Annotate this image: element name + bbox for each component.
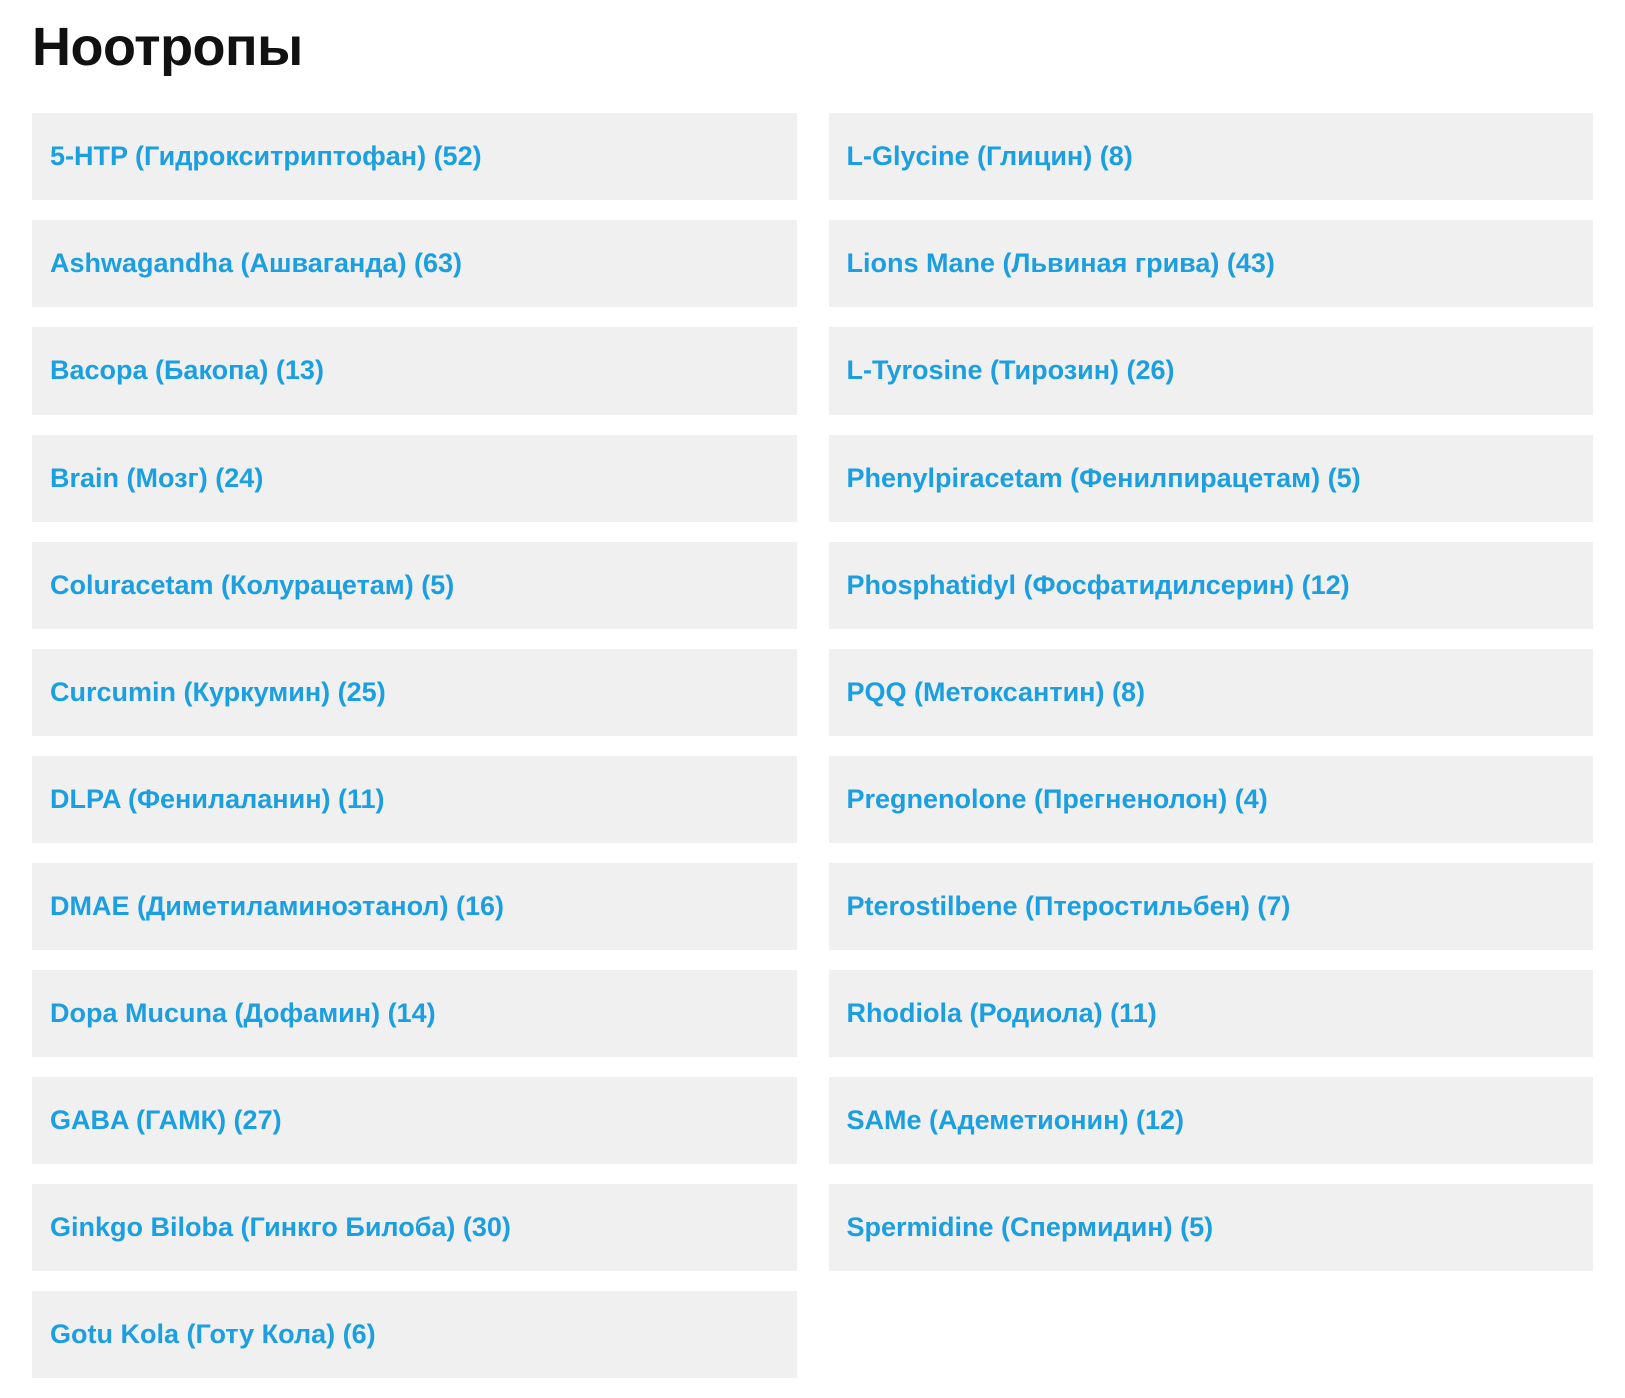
list-item[interactable]: [32, 756, 797, 843]
list-item[interactable]: [32, 1077, 797, 1164]
list-item[interactable]: [829, 863, 1594, 950]
page-title: Ноотропы: [32, 17, 303, 77]
list-item[interactable]: [32, 970, 797, 1057]
category-link[interactable]: Bacopa (Бакопа) (13): [50, 355, 324, 386]
category-link[interactable]: Phenylpiracetam (Фенилпирацетам) (5): [846, 462, 1361, 493]
list-item[interactable]: [32, 1184, 797, 1271]
list-item[interactable]: [829, 756, 1594, 843]
category-column-right: [829, 113, 1594, 1291]
category-link[interactable]: Rhodiola (Родиола) (11): [846, 997, 1157, 1028]
list-item[interactable]: [32, 1291, 797, 1378]
category-link[interactable]: Brain (Мозг) (24): [50, 462, 264, 493]
list-item[interactable]: [32, 220, 797, 307]
list-item[interactable]: [829, 1077, 1594, 1164]
list-item[interactable]: [829, 113, 1594, 200]
category-link[interactable]: 5-HTP (Гидрокситриптофан) (52): [50, 141, 482, 172]
category-column-left: [32, 113, 797, 1398]
list-item[interactable]: [32, 542, 797, 629]
category-link[interactable]: Dopa Mucuna (Дофамин) (14): [50, 997, 436, 1028]
list-item[interactable]: [829, 1184, 1594, 1271]
category-link[interactable]: L-Glycine (Глицин) (8): [846, 141, 1133, 172]
category-link[interactable]: GABA (ГАМК) (27): [50, 1104, 282, 1135]
category-link[interactable]: Pterostilbene (Птеростильбен) (7): [846, 890, 1291, 921]
category-link[interactable]: Lions Mane (Львиная грива) (43): [846, 248, 1275, 279]
category-columns: [32, 113, 1593, 1398]
category-link[interactable]: Gotu Kola (Готу Кола) (6): [50, 1318, 376, 1349]
category-link[interactable]: DLPA (Фенилаланин) (11): [50, 783, 385, 814]
category-link[interactable]: SAMe (Адеметионин) (12): [846, 1104, 1184, 1135]
category-link[interactable]: Coluracetam (Колурацетам) (5): [50, 569, 455, 600]
list-item[interactable]: [829, 970, 1594, 1057]
list-item[interactable]: [32, 113, 797, 200]
category-link[interactable]: Ashwagandha (Ашваганда) (63): [50, 248, 463, 279]
list-item[interactable]: [32, 327, 797, 414]
list-item[interactable]: [32, 863, 797, 950]
category-link[interactable]: Spermidine (Спермидин) (5): [846, 1211, 1214, 1242]
category-link[interactable]: Phosphatidyl (Фосфатидилсерин) (12): [846, 569, 1350, 600]
list-item[interactable]: [829, 435, 1594, 522]
list-item[interactable]: [829, 327, 1594, 414]
category-link[interactable]: Pregnenolone (Прегненолон) (4): [846, 783, 1268, 814]
category-link[interactable]: DMAE (Диметиламиноэтанол) (16): [50, 890, 505, 921]
list-item[interactable]: [829, 220, 1594, 307]
category-link[interactable]: PQQ (Метоксантин) (8): [846, 676, 1145, 707]
list-item[interactable]: [32, 649, 797, 736]
category-link[interactable]: Curcumin (Куркумин) (25): [50, 676, 386, 707]
list-item[interactable]: [829, 649, 1594, 736]
category-link[interactable]: Ginkgo Biloba (Гинкго Билоба) (30): [50, 1211, 511, 1242]
category-page: [0, 18, 1625, 1398]
list-item[interactable]: [32, 435, 797, 522]
category-link[interactable]: L-Tyrosine (Тирозин) (26): [846, 355, 1175, 386]
list-item[interactable]: [829, 542, 1594, 629]
